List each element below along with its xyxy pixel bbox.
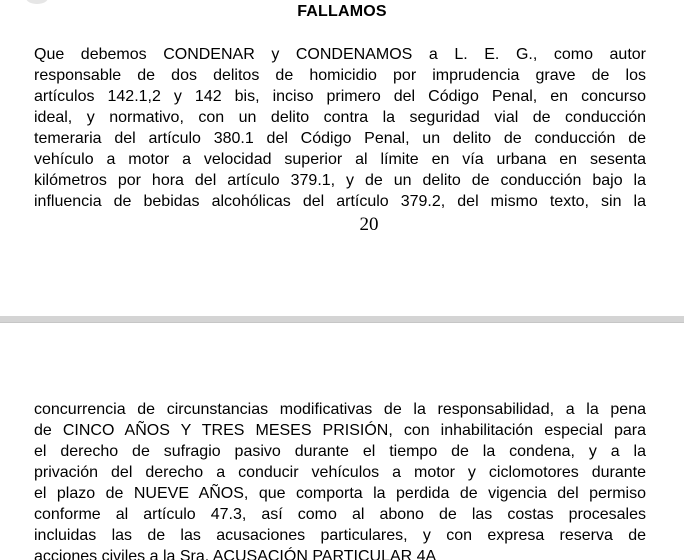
paragraph-line: acciones civiles a la Sra. ACUSACIÓN PARTICULAR 4A [34, 548, 437, 560]
paragraph-line: responsable de dos delitos de homicidio por imprudencia grave de los [34, 67, 646, 84]
paragraph-line: el derecho de sufragio pasivo durante el tiempo de la condena, y a la [34, 443, 646, 460]
paragraph-line: Que debemos CONDENAR y CONDENAMOS a L. E. G., como autor [34, 46, 646, 63]
paragraph-line: artículos 142.1,2 y 142 bis, inciso primero del Código Penal, en concurso [34, 88, 646, 105]
paragraph-line: privación del derecho a conducir vehículos a motor y ciclomotores durante [34, 464, 646, 481]
paragraph-line: conforme al artículo 47.3, así como al abono de las costas procesales [34, 506, 646, 523]
page-number: 20 [359, 214, 379, 235]
paragraph-line: concurrencia de circunstancias modificativas de la responsabilidad, a la pena [34, 401, 646, 418]
paragraph-line: kilómetros por hora del artículo 379.1, y de un delito de conducción bajo la [34, 172, 646, 189]
document-page-bottom [0, 323, 684, 560]
paragraph-line: incluidas las de las acusaciones particulares, y con expresa reserva de [34, 527, 646, 544]
paragraph-line: ideal, y normativo, con un delito contra la seguridad vial de conducción [34, 109, 646, 126]
verdict-heading: FALLAMOS [297, 3, 387, 20]
paragraph-line: el plazo de NUEVE AÑOS, que comporta la perdida de vigencia del permiso [34, 485, 646, 502]
paragraph-line: influencia de bebidas alcohólicas del artículo 379.2, del mismo texto, sin la [34, 193, 646, 210]
paragraph-line: de CINCO AÑOS Y TRES MESES PRISIÓN, con inhabilitación especial para [34, 422, 646, 439]
paragraph-line: temeraria del artículo 380.1 del Código Penal, un delito de conducción de [34, 130, 646, 147]
paragraph-line: vehículo a motor a velocidad superior al límite en vía urbana en sesenta [34, 151, 646, 168]
